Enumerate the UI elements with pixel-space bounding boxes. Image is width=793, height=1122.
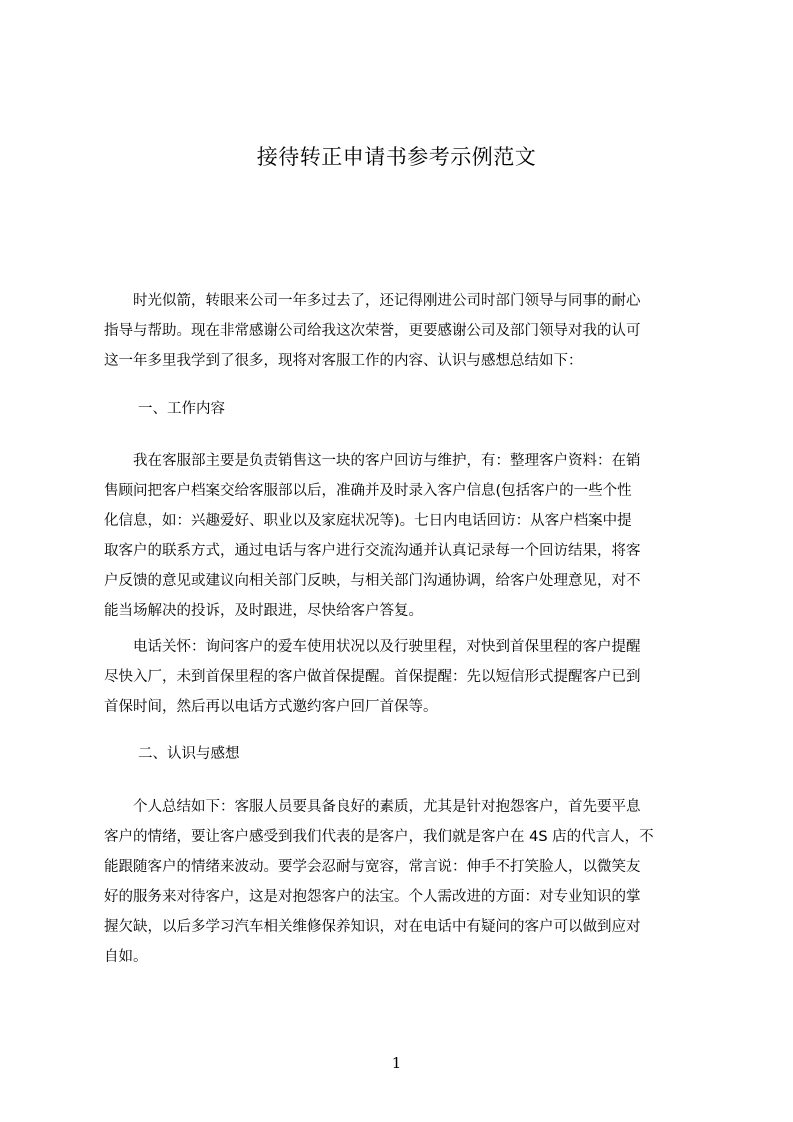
text-line: 尽快入厂，未到首保里程的客户做首保提醒。首保提醒：先以短信形式提醒客户已到 [104, 669, 641, 685]
section-heading-work-content: 一、工作内容 [138, 401, 225, 417]
text-line: 自如。 [104, 949, 148, 965]
text-line: 这一年多里我学到了很多，现将对客服工作的内容、认识与感想总结如下： [104, 353, 583, 369]
text-line: 我在客服部主要是负责销售这一块的客户回访与维护，有：整理客户资料：在销 [104, 453, 641, 469]
text-line: 售顾问把客户档案交给客服部以后，准确并及时录入客户信息(包括客户的一些个性 [104, 483, 632, 499]
paragraph-intro [104, 286, 700, 376]
paragraph-phone-care [104, 632, 700, 722]
text-line: 指导与帮助。现在非常感谢公司给我这次荣誉，更要感谢公司及部门领导对我的认可 [104, 323, 641, 339]
text-line: 能跟随客户的情绪来波动。要学会忍耐与宽容，常言说：伸手不打笑脸人，以微笑友 [104, 859, 641, 875]
text-line: 客户的情绪，要让客户感受到我们代表的是客户，我们就是客户在 4S 店的代言人，不 [104, 829, 654, 845]
document-title: 接待转正申请书参考示例范文 [256, 145, 537, 169]
section-heading-reflections: 二、认识与感想 [138, 746, 240, 762]
paragraph-work-content [104, 446, 700, 626]
text-line: 取客户的联系方式，通过电话与客户进行交流沟通并认真记录每一个回访结果，将客 [104, 543, 641, 559]
text-line: 能当场解决的投诉，及时跟进，尽快给客户答复。 [104, 603, 423, 619]
text-line: 电话关怀：询问客户的爱车使用状况以及行驶里程，对快到首保里程的客户提醒 [104, 639, 641, 655]
text-line: 首保时间，然后再以电话方式邀约客户回厂首保等。 [104, 699, 438, 715]
paragraph-summary [104, 792, 700, 972]
text-line: 户反馈的意见或建议向相关部门反映，与相关部门沟通协调，给客户处理意见，对不 [104, 573, 641, 589]
text-line: 好的服务来对待客户，这是对抱怨客户的法宝。个人需改进的方面：对专业知识的掌 [104, 889, 641, 905]
text-line: 个人总结如下：客服人员要具备良好的素质，尤其是针对抱怨客户，首先要平息 [104, 799, 641, 815]
text-line: 时光似箭，转眼来公司一年多过去了，还记得刚进公司时部门领导与同事的耐心 [104, 293, 641, 309]
page-number: 1 [391, 1054, 402, 1072]
text-line: 化信息，如：兴趣爱好、职业以及家庭状况等)。七日内电话回访：从客户档案中提 [104, 513, 632, 529]
text-line: 握欠缺，以后多学习汽车相关维修保养知识，对在电话中有疑问的客户可以做到应对 [104, 919, 641, 935]
